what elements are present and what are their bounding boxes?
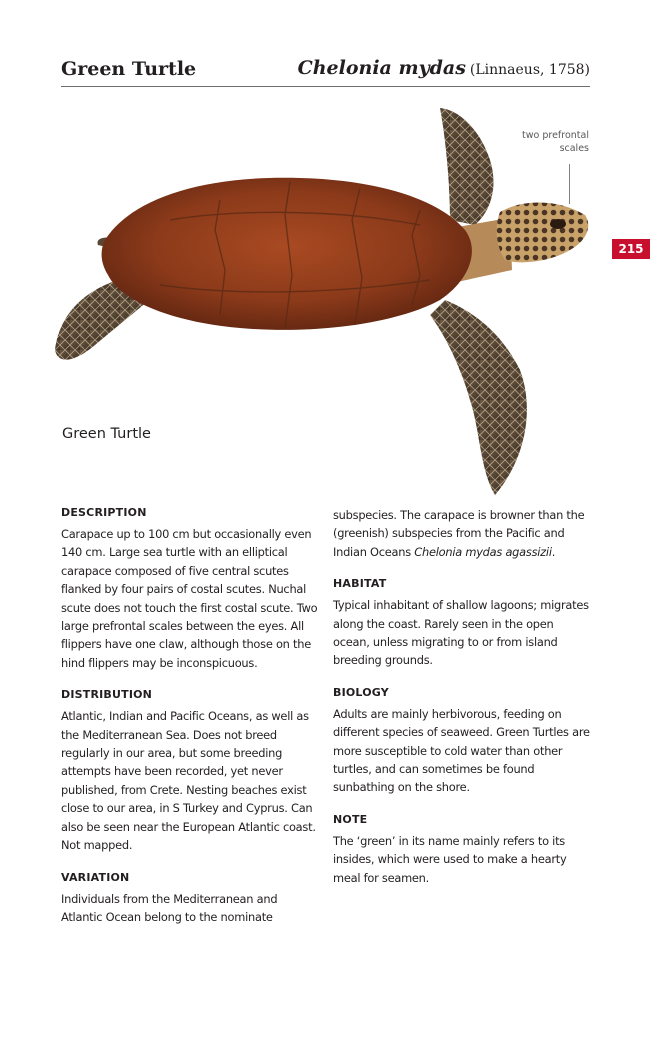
distribution-heading: DISTRIBUTION [61, 688, 153, 702]
front-lower-flipper-shape [430, 300, 527, 495]
scientific-name-block [298, 57, 590, 79]
variation-text-part1: Individuals from the Mediterranean and Atlantic Ocean belong to the nominate [61, 891, 278, 924]
front-upper-flipper-shape [440, 108, 494, 225]
biology-heading: BIOLOGY [333, 685, 389, 699]
note-heading: NOTE [333, 812, 368, 826]
eye-shape [550, 219, 566, 229]
species-authority: (Linnaeus, 1758) [469, 62, 590, 78]
biology-text: Adults are mainly herbivorous, feeding on different species of seaweed. Green Turtles are more susceptible to cold water than other turtles, and can sometimes be found sunbathing on the shore. [333, 706, 590, 795]
variation-text-continued: subspecies. The carapace is browner than the (greenish) subspecies from the Pacific and Indian Oceans [333, 508, 585, 559]
illustration-caption: Green Turtle [62, 426, 151, 442]
annotation-line-2: scales [559, 142, 589, 154]
habitat-text: Typical inhabitant of shallow lagoons; migrates along the coast. Rarely seen in the open ocean, unless migrating to or from island breeding grounds. [333, 598, 589, 668]
annotation-pointer [569, 164, 570, 204]
subspecies-name: Chelonia mydas agassizii [414, 544, 552, 559]
variation-heading: VARIATION [61, 870, 130, 884]
variation-text-end: . [551, 544, 556, 559]
scientific-name: Chelonia mydas [297, 57, 466, 79]
left-column [61, 506, 319, 926]
distribution-text: Atlantic, Indian and Pacific Oceans, as well as the Mediterranean Sea. Does not breed regularly in our area, but some breeding attempts have been recorded, yet never published, from Crete. Nesting beaches exist close to our area, in S Turkey and Cyprus. Can also be seen near the European Atlantic coast. Not mapped. [61, 709, 316, 853]
annotation-line-1: two prefrontal [522, 130, 589, 141]
page-number-tab: 215 [612, 239, 650, 259]
head-shape [497, 203, 589, 263]
description-heading: DESCRIPTION [61, 506, 147, 519]
annotation-label [469, 130, 589, 155]
habitat-heading: HABITAT [333, 577, 387, 591]
variation-text-part2 [333, 506, 591, 561]
description-text: Carapace up to 100 cm but occasionally even 140 cm. Large sea turtle with an elliptical carapace composed of five central scutes flanked by four pairs of costal scutes. Nuchal scute does not touch the first costal scute. Two large prefrontal scales between the eyes. All flippers have one claw, although those on the hind flippers may be inconspicuous. [61, 527, 318, 670]
note-text: The ‘green’ in its name mainly refers to its insides, which were used to make a hearty meal for seamen. [333, 833, 567, 885]
common-name-heading: Green Turtle [61, 58, 197, 80]
right-column [333, 506, 591, 887]
page-header [61, 54, 590, 87]
